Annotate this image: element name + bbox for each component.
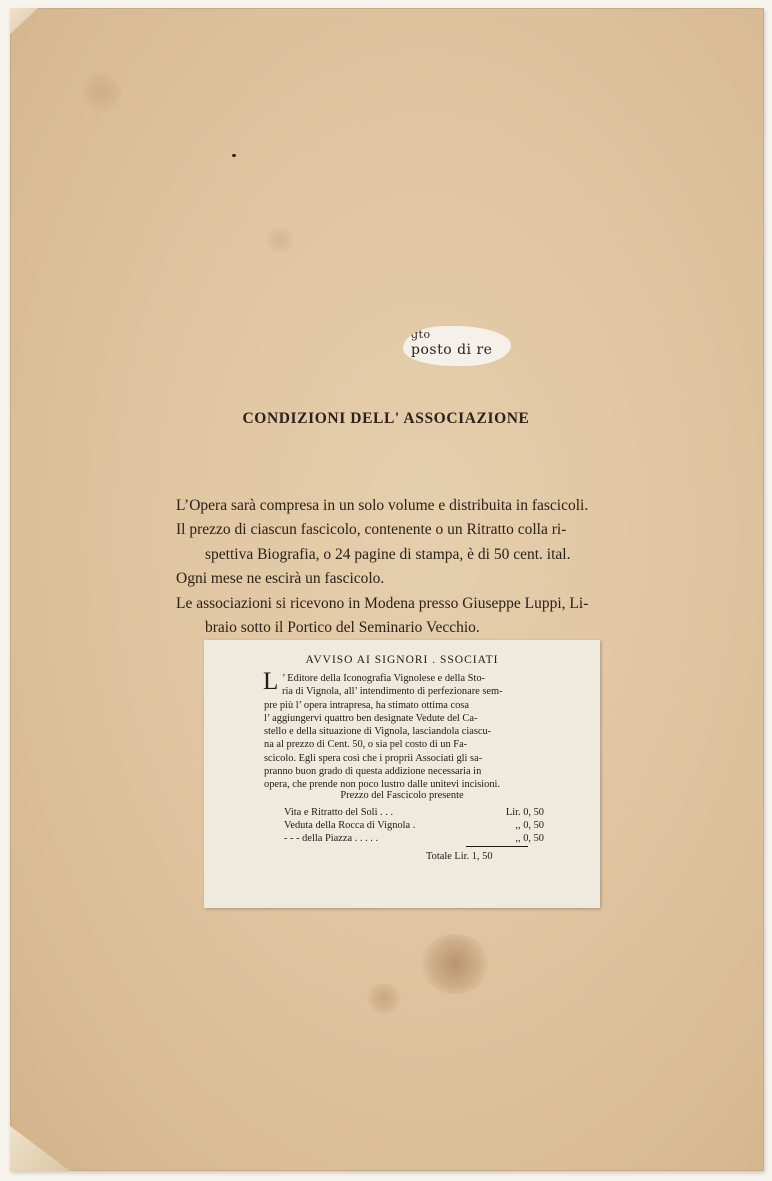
- notice-line: pranno buon grado di questa addizione necessaria in: [264, 766, 482, 778]
- price-row: [284, 806, 544, 819]
- notice-line: na al prezzo di Cent. 50, o sia pel costo di un Fa-: [264, 739, 468, 751]
- notice-dropcap: L: [263, 668, 279, 695]
- notice-line: opera, che prende non poco lustro dalle unitevi incisioni.: [264, 779, 501, 791]
- notice-line: ’ Editore della Iconografia Vignolese e della Sto-: [282, 673, 485, 684]
- price-item: Vita e Ritratto del Soli . . .: [284, 807, 394, 818]
- notice-line: ria di Vignola, all’ intendimento di perfezionare sem-: [282, 686, 503, 698]
- fragment-bottom-text: posto di re: [411, 342, 493, 358]
- torn-paper-fragment: [403, 326, 511, 366]
- condition-line: braio sotto il Portico del Seminario Vecchio.: [205, 619, 480, 637]
- notice-line: pre più l’ opera intrapresa, ha stimato ottima cosa: [264, 699, 469, 711]
- condition-line: Il prezzo di ciascun fascicolo, contenente o un Ritratto colla ri-: [176, 521, 567, 539]
- price-item: - - - della Piazza . . . . .: [284, 833, 379, 844]
- price-total: Totale Lir. 1, 50: [426, 851, 493, 862]
- stain-mid-left: [265, 228, 295, 252]
- notice-line: stello e della situazione di Vignola, lasciandola ciascu-: [264, 726, 492, 738]
- page-title: CONDIZIONI DELL' ASSOCIAZIONE: [242, 410, 530, 427]
- price-item: Veduta della Rocca di Vignola .: [284, 820, 416, 831]
- condition-line: L’Opera sarà compresa in un solo volume e distribuita in fascicoli.: [176, 497, 589, 514]
- condition-line: Le associazioni si ricevono in Modena presso Giuseppe Luppi, Li-: [176, 594, 589, 612]
- stain-brown-small: [366, 983, 402, 1013]
- ink-dot: [232, 154, 236, 157]
- price-value: ,, 0, 50: [515, 820, 544, 831]
- price-total-rule: [466, 846, 528, 847]
- condition-line: Ogni mese ne escirà un fascicolo.: [176, 570, 385, 588]
- notice-line: l’ aggiungervi quattro ben designate Vedute del Ca-: [264, 712, 478, 724]
- notice-title: AVVISO AI SIGNORI . SSOCIATI: [305, 654, 499, 666]
- price-table: [284, 806, 544, 845]
- price-heading: Prezzo del Fascicolo presente: [340, 790, 464, 801]
- conditions-text: [176, 494, 646, 640]
- notice-body: [264, 672, 582, 792]
- notice-slip: [204, 640, 600, 908]
- corner-fold-bottom-left: [10, 1126, 70, 1171]
- stain-brown-large: [420, 934, 490, 994]
- price-row: [284, 832, 544, 845]
- notice-line: scicolo. Egli spera così che i proprii Associati gli sa-: [264, 752, 483, 764]
- corner-fold-top-left: [10, 8, 38, 34]
- price-row: [284, 819, 544, 832]
- condition-line: spettiva Biografia, o 24 pagine di stampa, è di 50 cent. ital.: [205, 545, 571, 563]
- stain-top-left: [82, 72, 122, 112]
- price-value: ,, 0, 50: [515, 833, 544, 844]
- fragment-top-text: gto: [411, 328, 431, 341]
- price-value: Lir. 0, 50: [505, 807, 544, 818]
